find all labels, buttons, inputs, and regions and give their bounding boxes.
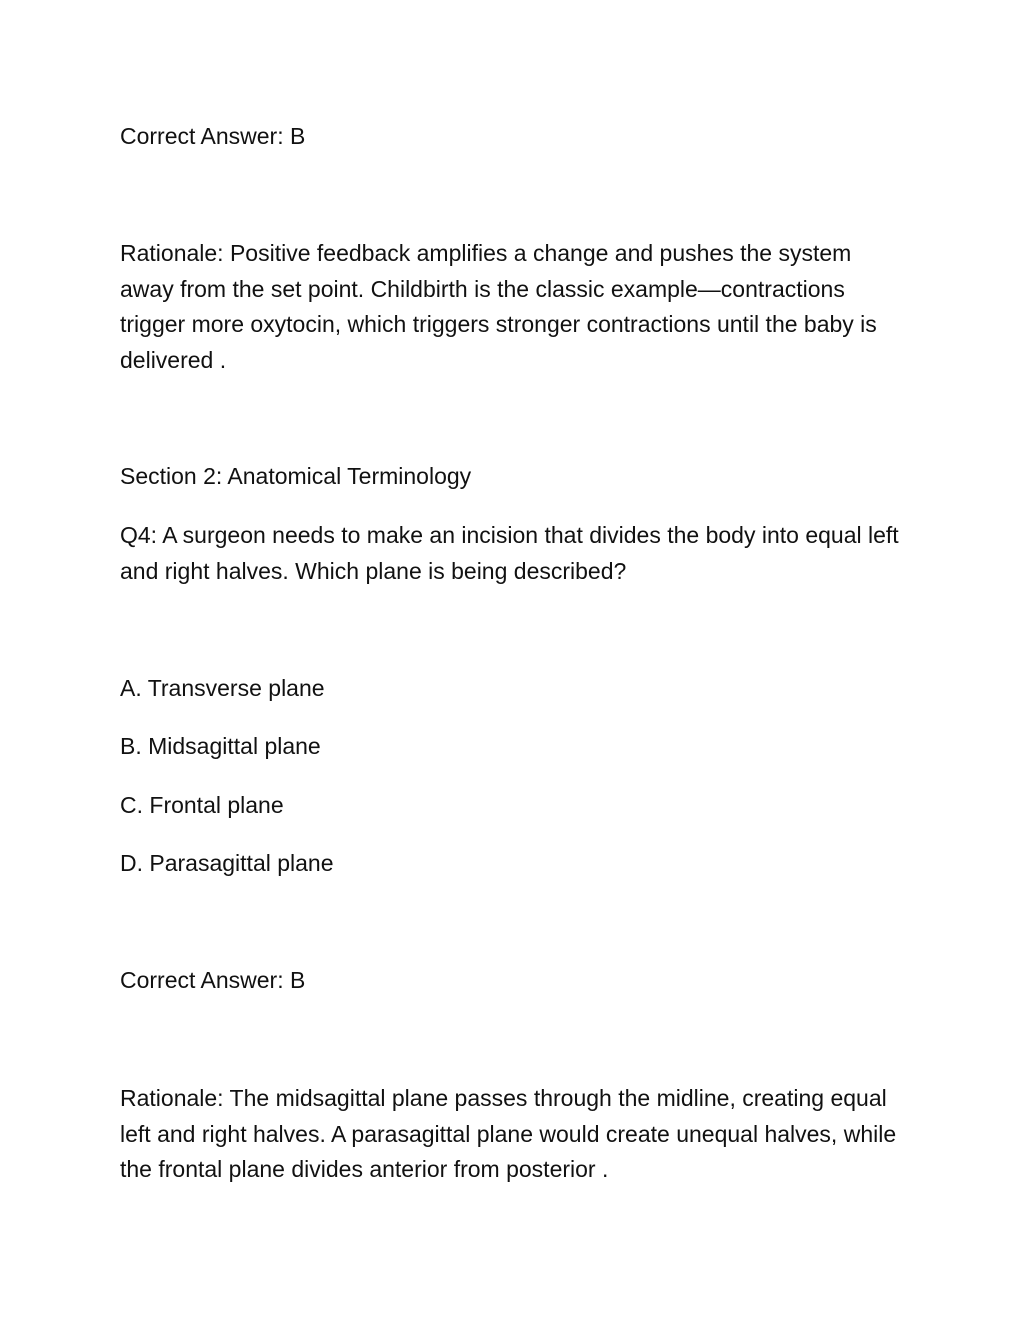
q4-option-c: C. Frontal plane: [120, 792, 284, 818]
q4-question: Q4: A surgeon needs to make an incision that divides the body into equal left and right halves. Which plane is being described?: [120, 522, 899, 584]
q3-rationale: Rationale: Positive feedback amplifies a change and pushes the system away from the set point. Childbirth is the classic example—contractions trigger more oxytocin, which triggers stronger contractions until the baby is delivered .: [120, 240, 877, 373]
q4-option-a: A. Transverse plane: [120, 675, 325, 701]
q4-option-b: B. Midsagittal plane: [120, 733, 321, 759]
section-title: Section 2: Anatomical Terminology: [120, 463, 472, 489]
q4-correct-answer: Correct Answer: B: [120, 967, 306, 993]
q3-correct-answer: Correct Answer: B: [120, 123, 306, 149]
q4-option-d: D. Parasagittal plane: [120, 850, 334, 876]
q4-rationale: Rationale: The midsagittal plane passes through the midline, creating equal left and right halves. A parasagittal plane would create unequal halves, while the frontal plane divides anterior from posterior .: [120, 1085, 897, 1182]
